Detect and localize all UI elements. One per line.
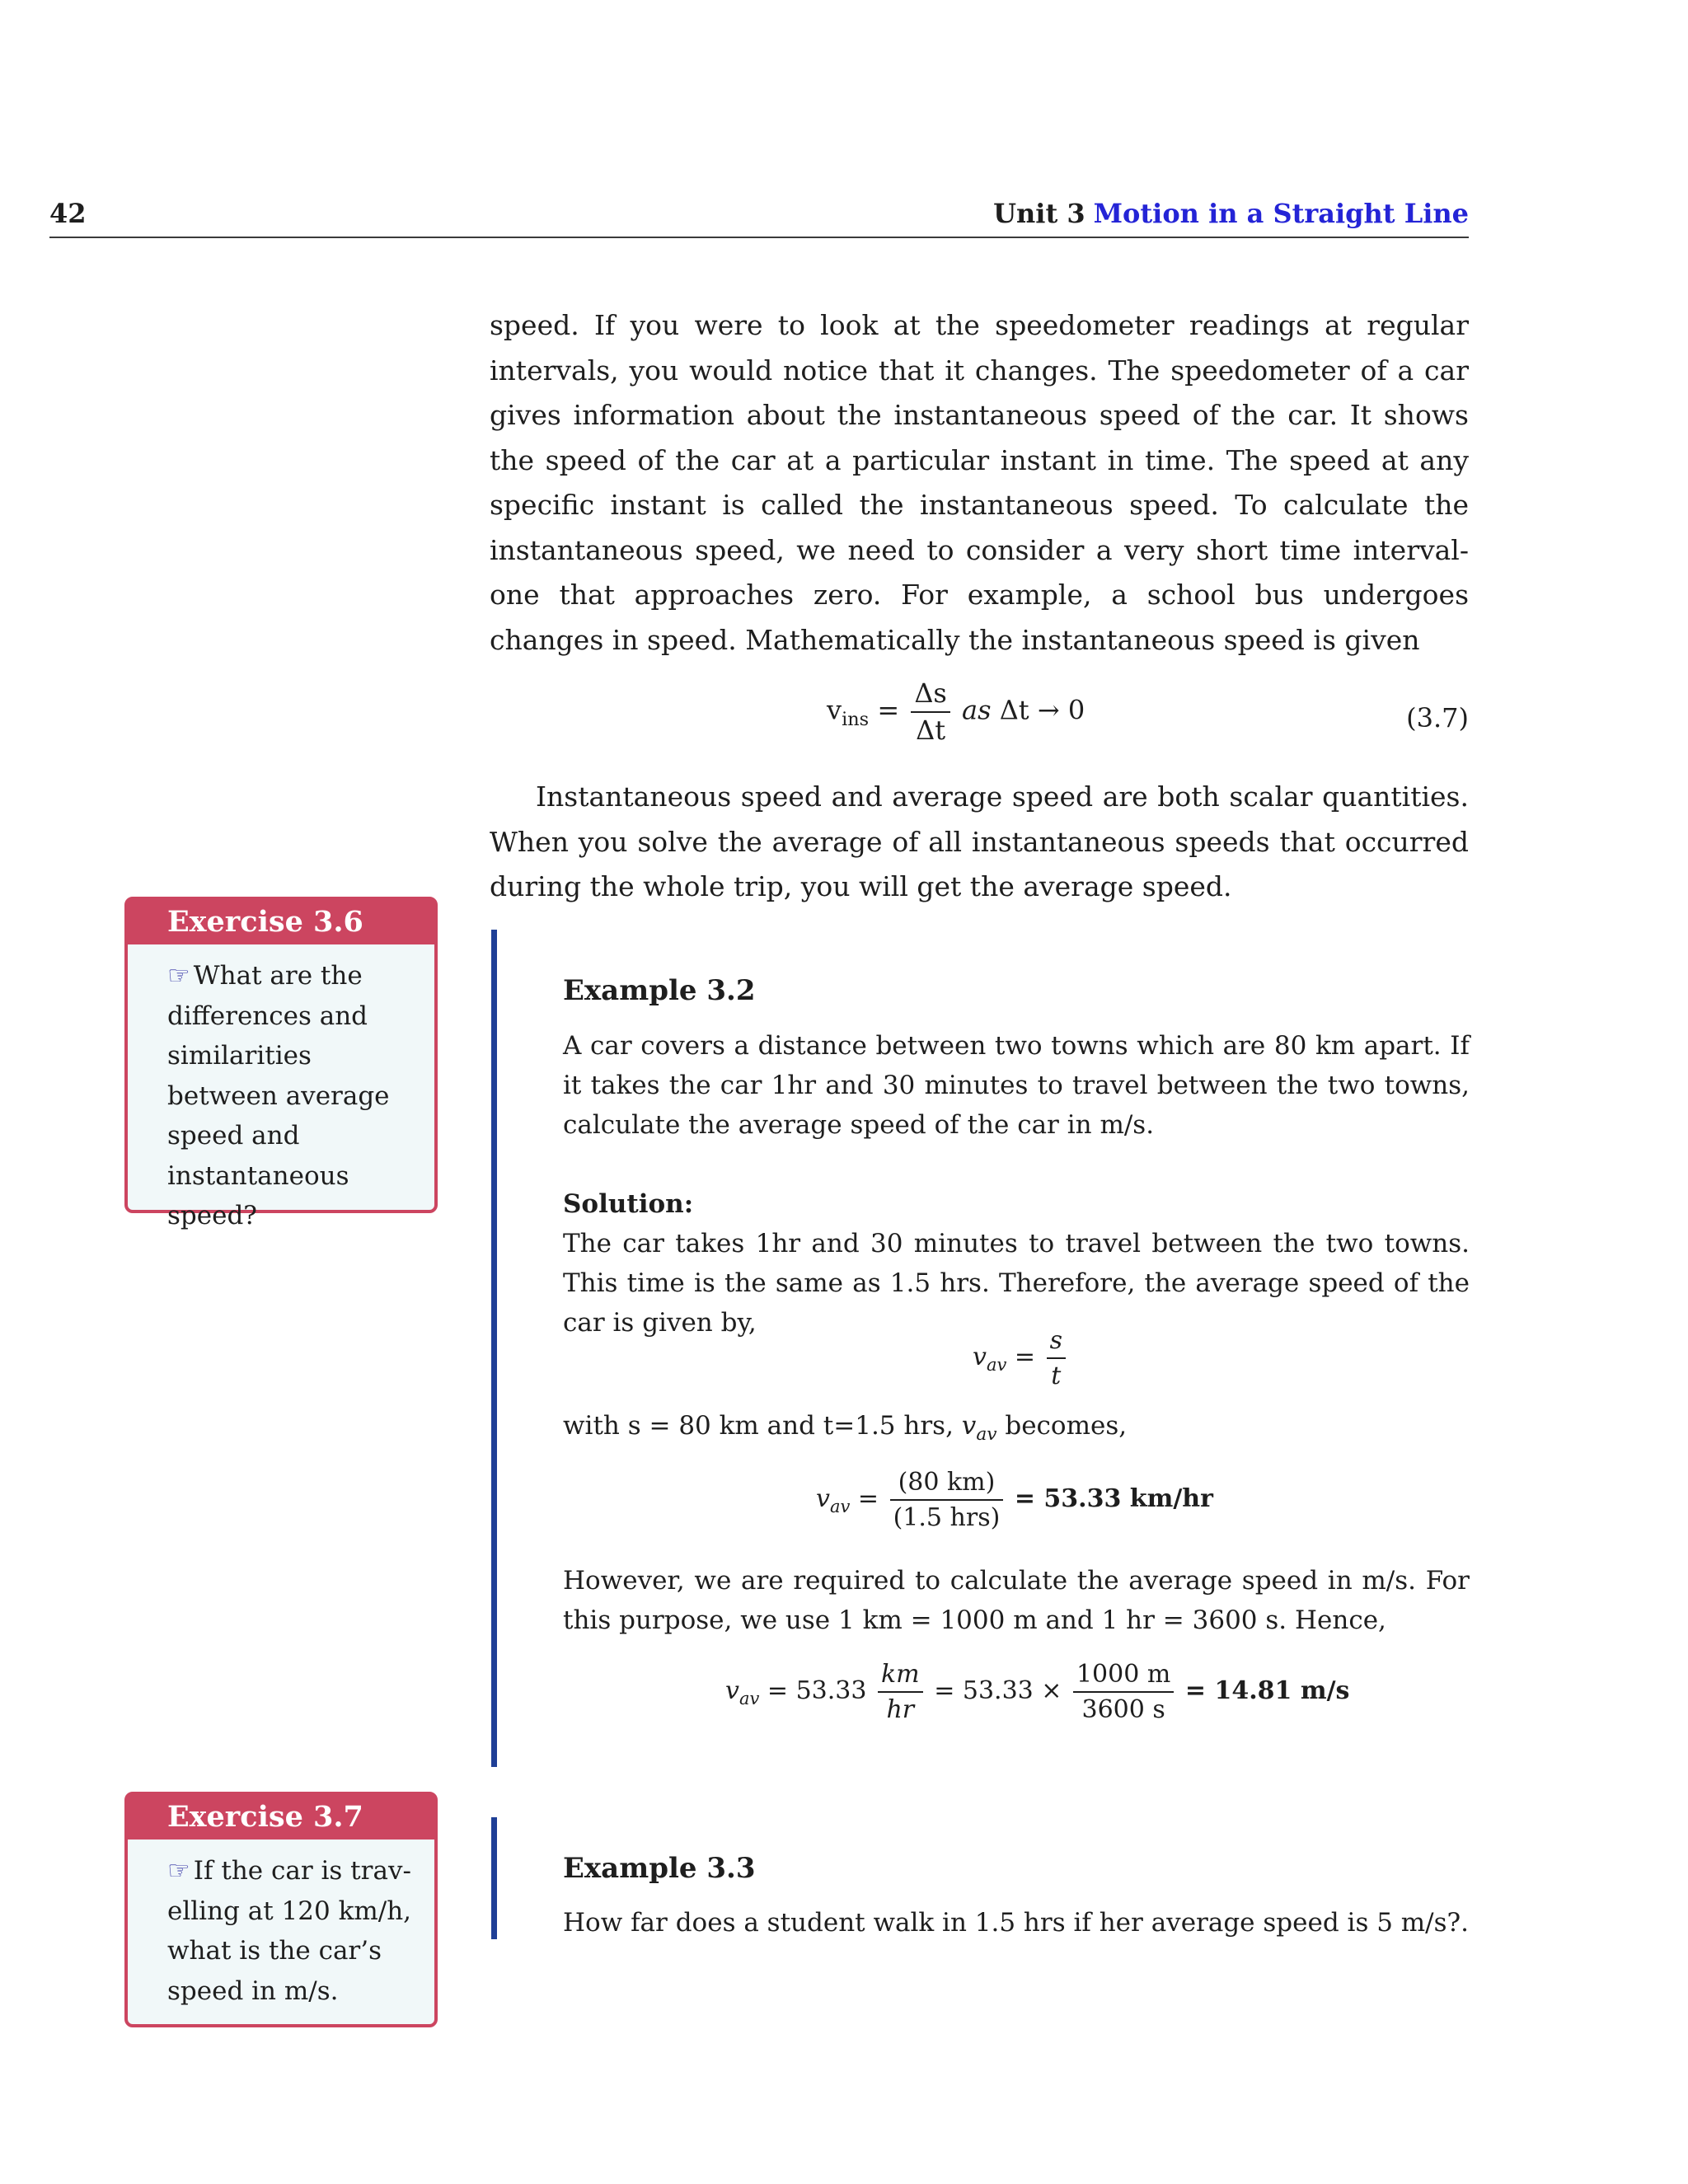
fraction-denominator: hr: [886, 1695, 915, 1724]
eq-sign: = 53.33: [767, 1676, 867, 1705]
conversion-paragraph: However, we are required to calculate the average speed in m/s. For this purpose, we use 1 km = 1000 m and 1 hr = 3600 s. Hence,: [563, 1566, 1470, 1635]
fraction-numerator: s: [1047, 1327, 1066, 1359]
exercise-body: [128, 944, 434, 1248]
exercise-3-6-box: [124, 897, 438, 1230]
exercise-3-7-box: [124, 1792, 438, 2027]
fraction-denominator: (1.5 hrs): [893, 1503, 1001, 1532]
eq-lhs-sub: av: [738, 1689, 760, 1708]
eq-lhs-sub: av: [829, 1497, 851, 1516]
eq-fraction-conversion: [1073, 1661, 1174, 1723]
intro-paragraph: speed. If you were to look at the speedometer readings at regular intervals, you would notice that it changes. The speedometer of a car gives information about the instantaneous speed of the car. It shows the speed of the car at a particular instant in time. The speed at any specific instant is called the instantaneous speed. To calculate the instantaneous speed, we need to consider a very short time interval-one that approaches zero. For example, a school bus undergoes changes in speed. Mathematically the instantaneous speed is given: [490, 309, 1469, 656]
eq-lhs: v: [973, 1343, 987, 1371]
eq-sign: =: [877, 694, 900, 726]
example-3-2-title: Example 3.2: [563, 974, 756, 1007]
eq-lhs-sub: av: [986, 1355, 1007, 1375]
eq-fraction: [890, 1469, 1004, 1531]
exercise-text: If the car is trav-elling at 120 km/h, what is the car’s speed in m/s.: [167, 1856, 412, 2006]
example-3-2-problem: A car covers a distance between two towns which are 80 km apart. If it takes the car 1hr and 30 minutes to travel between the two towns, calculate the average speed of the car in m/s.: [563, 1031, 1470, 1140]
equation-3-7: [827, 679, 1085, 745]
eq-fraction: [1047, 1327, 1066, 1390]
exercise-title: Exercise 3.6: [128, 900, 434, 944]
fraction-numerator: km: [878, 1661, 923, 1693]
eq-middle: = 53.33 ×: [934, 1676, 1062, 1705]
exercise-title: Exercise 3.7: [128, 1795, 434, 1840]
eq-lhs: v: [827, 694, 842, 726]
with-values-line: [563, 1411, 1127, 1445]
fraction-numerator: 1000 m: [1073, 1661, 1174, 1693]
fraction-denominator: 3600 s: [1081, 1695, 1165, 1724]
eq-as: as: [962, 694, 992, 726]
solution-text: The car takes 1hr and 30 minutes to travel between the two towns. This time is the same as 1.5 hrs. Therefore, the average speed of the car is given by,: [563, 1229, 1470, 1338]
equation-number: (3.7): [1406, 702, 1469, 733]
unit-title: Motion in a Straight Line: [1093, 198, 1469, 229]
with-var: v: [961, 1411, 977, 1441]
example-3-3-bar: [491, 1817, 497, 1939]
exercise-body: [128, 1840, 434, 2022]
pointing-hand-icon: ☞: [167, 961, 190, 991]
scalar-paragraph: Instantaneous speed and average speed are both scalar quantities. When you solve the average of all instantaneous speeds that occurred during the whole trip, you will get the average speed.: [490, 780, 1469, 902]
example-3-2-bar: [491, 930, 497, 1767]
eq-sign: =: [1014, 1343, 1036, 1371]
solution-label: Solution:: [563, 1189, 694, 1219]
fraction-denominator: t: [1051, 1361, 1062, 1390]
page-number: 42: [49, 198, 87, 229]
eq-result: = 53.33 km/hr: [1014, 1484, 1213, 1513]
eq-fraction-units: [878, 1661, 923, 1723]
fraction-numerator: Δs: [911, 679, 950, 713]
eq-lhs-sub: ins: [842, 709, 870, 731]
eq-lhs: v: [725, 1676, 739, 1705]
equation-vav-ms: [725, 1661, 1349, 1723]
unit-label: Unit 3: [993, 198, 1085, 229]
eq-sign: =: [857, 1484, 879, 1513]
fraction-numerator: (80 km): [890, 1469, 1004, 1501]
eq-condition: Δt → 0: [999, 694, 1085, 726]
example-3-3-title: Example 3.3: [563, 1852, 756, 1885]
exercise-text: What are the differences and similarities between average speed and instantaneous speed?: [167, 961, 390, 1230]
eq-fraction: [911, 679, 950, 745]
header-rule: [49, 237, 1469, 238]
eq-lhs: v: [816, 1484, 830, 1513]
with-var-sub: av: [976, 1424, 997, 1446]
fraction-denominator: Δt: [916, 715, 946, 747]
equation-vav-definition: [973, 1327, 1069, 1390]
running-header: [993, 198, 1469, 229]
pointing-hand-icon: ☞: [167, 1856, 190, 1886]
example-3-3-problem: How far does a student walk in 1.5 hrs if her average speed is 5 m/s?.: [563, 1908, 1470, 1938]
eq-result: = 14.81 m/s: [1184, 1676, 1350, 1705]
with-text: with s = 80 km and t=1.5 hrs,: [563, 1411, 954, 1441]
equation-vav-kmhr: [816, 1469, 1213, 1531]
with-text-after: becomes,: [1005, 1411, 1128, 1441]
